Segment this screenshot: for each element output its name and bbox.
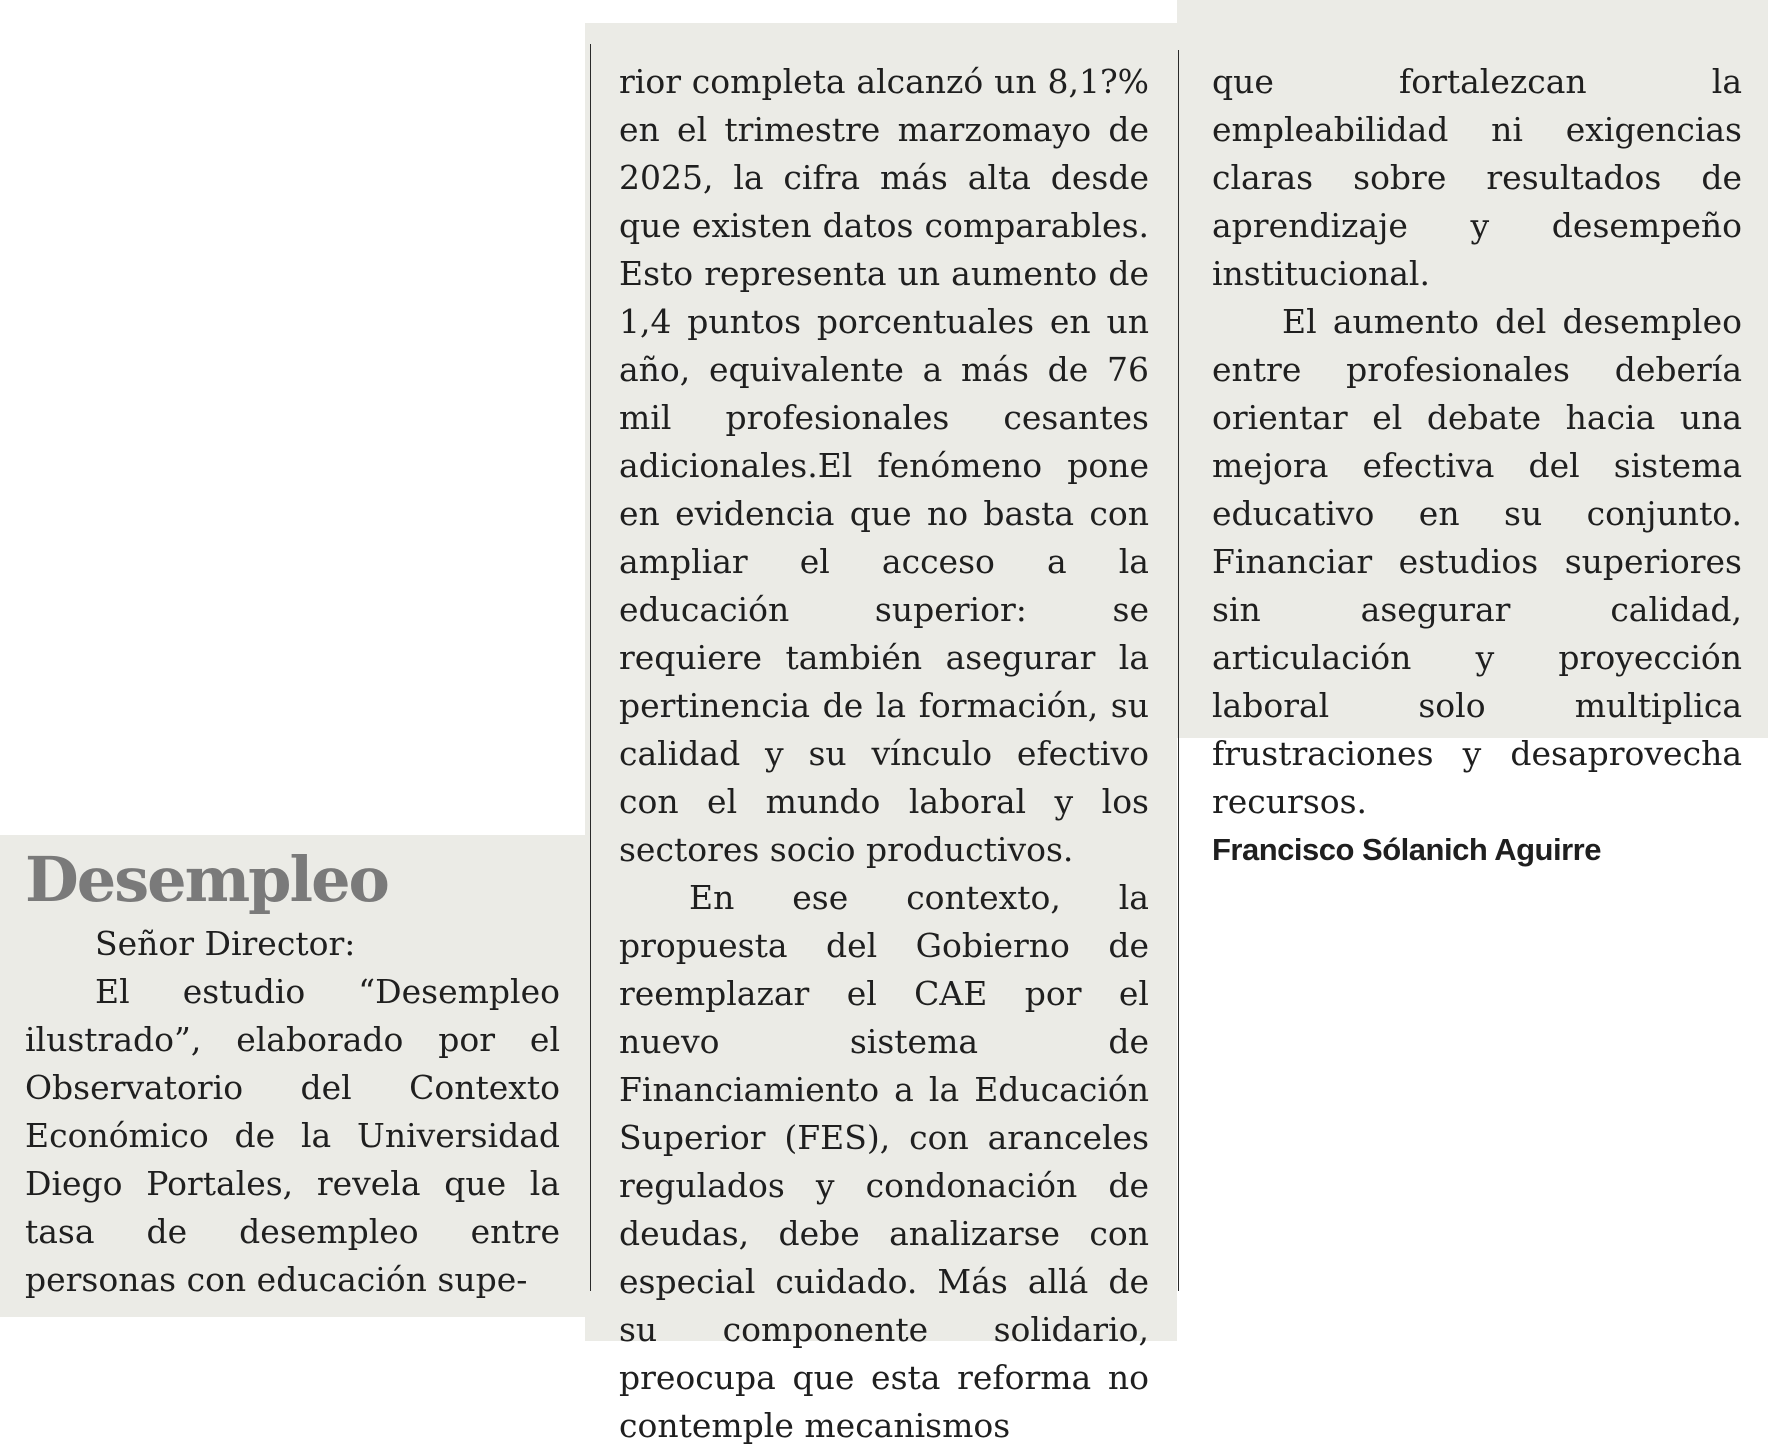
author-signature: Francisco Sólanich Aguirre [1212, 832, 1601, 867]
paragraph: En ese contexto, la propuesta del Gobierno de reemplazar el CAE por el nuevo sistema de Financiamiento a la Educación Superior (FES), con aranceles regulados y condonación de deudas, debe analizarse con especial cuidado. Más allá de su componente solidario, preocupa que esta reforma no contemple mecanismos [619, 878, 1149, 1445]
column-divider [590, 44, 591, 1291]
text-column-left [25, 920, 560, 1304]
column-divider [1178, 50, 1179, 1291]
paragraph: El aumento del desempleo entre profesionales debería orientar el debate hacia una mejora efectiva del sistema educativo en su conjunto. Financiar estudios superiores sin asegurar calidad, articulación y proyección laboral solo multiplica frustraciones y desaprovecha recursos. [1212, 302, 1742, 821]
salutation: Señor Director: [95, 924, 356, 963]
text-column-right [1212, 58, 1742, 874]
paragraph-continued: que fortalezcan la empleabilidad ni exigencias claras sobre resultados de aprendizaje y desempeño institucional. [1212, 62, 1742, 293]
letter-headline: Desempleo [25, 843, 388, 916]
paragraph-continued: rior completa alcanzó un 8,1?% en el trimestre marzomayo de 2025, la cifra más alta desde que existen datos comparables. Esto representa un aumento de 1,4 puntos porcentuales en un año, equivalente a más de 76 mil profesionales cesantes adicionales.El fenómeno pone en evidencia que no basta con ampliar el acceso a la educación superior: se requiere también asegurar la pertinencia de la formación, su calidad y su vínculo efectivo con el mundo laboral y los sectores socio productivos. [619, 62, 1149, 869]
text-column-middle [619, 58, 1149, 1450]
paragraph: El estudio “Desempleo ilustrado”, elaborado por el Observatorio del Contexto Económico de la Universidad Diego Portales, revela que la tasa de desempleo entre personas con educación supe- [25, 972, 560, 1299]
